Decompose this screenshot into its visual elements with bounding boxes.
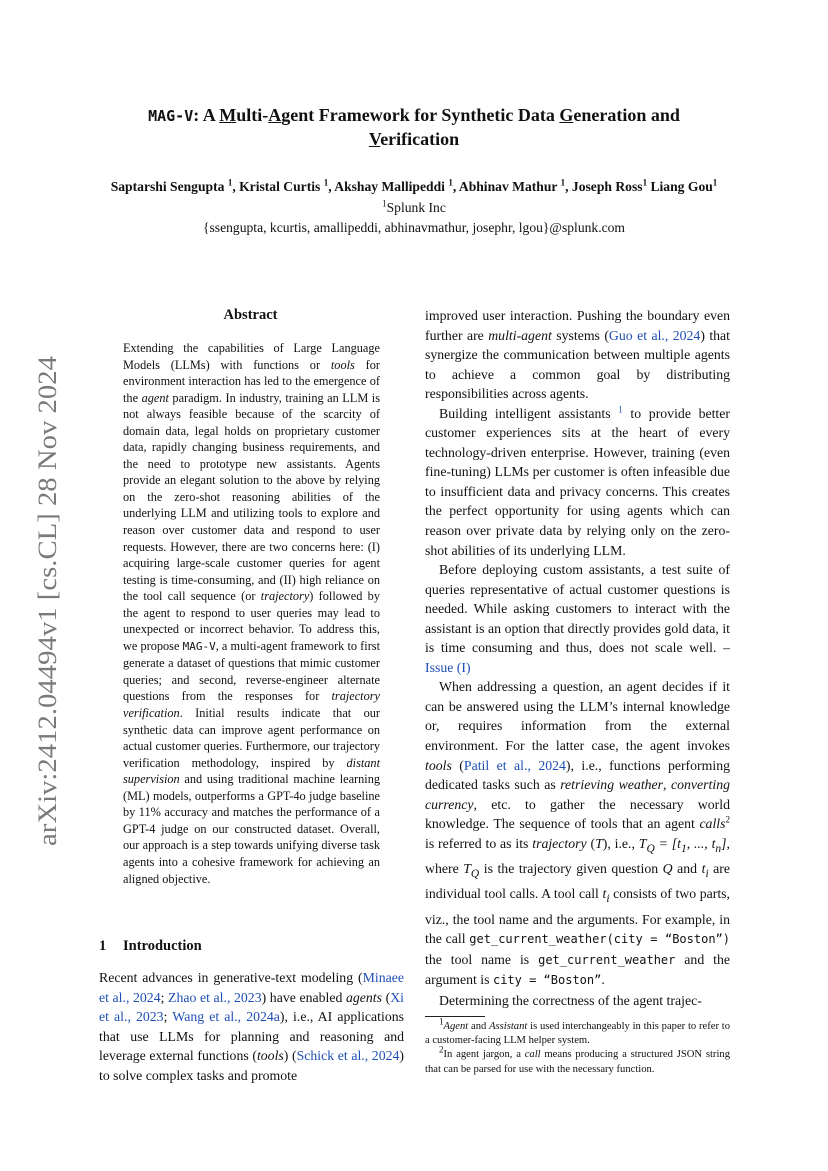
affiliation: $^1$Splunk Inc [382, 198, 446, 215]
citation-link[interactable]: Xi et al., 2023 [99, 989, 404, 1025]
paragraph: Determining the correctness of the agent trajec- [439, 992, 702, 1008]
math-trajectory: $T_Q = [t_1$, ..., $t_n$] [638, 835, 727, 855]
paper-title: MAG-V: A Multi-Agent Framework for Synthetic Data Generation and Verification [148, 105, 680, 149]
code-snippet: city = “Boston” [492, 973, 602, 988]
abstract-body: Extending the capabilities of Large Language Models (LLMs) with functions or tools for environment interaction has led to the emergence of the agent paradigm. In industry, training an LLM is not always feasible because of the scarcity of domain data, legal holds on proprietary customer data, rapidly changing business requirements, and the need to prototype new assistants. Agents provide an elegant solution to the above by relying on the zero-shot reasoning abilities of the underlying LLM and utilizing tools to explore and reason over customer data and respond to user requests. However, there are two concerns here: (I) acquiring large-scale customer queries for agent testing is time-consuming, and (II) high reliance on the tool call sequence (or trajectory) followed by the agent to respond to user queries may lead to unexpected or incorrect behavior. To address this, we propose MAG-V, a multi-agent framework to first generate a dataset of questions that mimic customer queries; and second, reverse-engineer alternate questions from the responses for trajectory verification. Initial results indicate that our synthetic data can improve agent performance on actual customer queries. Furthermore, our trajectory verification methodology, inspired by distant supervision and using traditional machine learning (ML) models, outperforms a GPT-4o judge baseline by 11% accuracy and matches the performance of a GPT-4 judge on our constructed dataset. Overall, our approach is a step towards unifying diverse task agents into a cohesive framework for achieving an aligned objective. [123, 341, 380, 886]
footnote-rule [425, 1016, 485, 1017]
code-snippet: get_current_weather(city = “Boston”) [469, 932, 730, 947]
footnote-link[interactable]: 2 [725, 814, 730, 825]
issue-link[interactable]: Issue (I) [425, 659, 471, 675]
paragraph: Before deploying custom assistants, a test suite of queries representative of actual customer questions is needed. While asking customers to interact with the assistant is an option that directly provides gold data, it is time consuming and thus, does not scale well. – Issue (I) [425, 562, 730, 675]
author: Liang Gou [650, 179, 713, 194]
abstract-heading: Abstract [223, 307, 278, 323]
citation-link[interactable]: Zhao et al., 2023 [168, 989, 262, 1005]
author: Joseph Ross [571, 179, 643, 194]
arxiv-stamp-text: arXiv:2412.04494v1 [cs.CL] 28 Nov 2024 [32, 394, 62, 846]
citation-link[interactable]: Guo et al., 2024 [608, 327, 701, 343]
citation-link[interactable]: Minaee et al., 2024 [99, 970, 404, 1005]
author: Saptarshi Sengupta [110, 179, 225, 194]
footnote: $^1$Agent and Assistant is used interchangeably in this paper to refer to a customer-facing LLM helper system. [425, 1016, 731, 1047]
author-emails: {ssengupta, kcurtis, amallipeddi, abhinavmathur, josephr, lgou}@splunk.com [202, 220, 626, 235]
arxiv-stamp [16, 356, 72, 846]
citation-link[interactable]: Schick et al., 2024 [296, 1048, 400, 1064]
paragraph: improved user interaction. Pushing the boundary even further are multi-agent systems (Guo et al., 2024) that synergize the communication between multiple agents to achieve a common goal by distributing responsibilities across agents. [425, 308, 731, 402]
footnote: $^2$In agent jargon, a call means producing a structured JSON string that can be parsed for use with the necessary function. [425, 1044, 730, 1075]
author: Kristal Curtis [239, 179, 321, 194]
code-snippet: get_current_weather [538, 952, 676, 967]
footnote-link[interactable]: 1 [618, 404, 623, 415]
introduction-body: Recent advances in generative-text modeling (Minaee et al., 2024; Zhao et al., 2023) have enabled agents (Xi et al., 2023; Wang et al., 2024a), i.e., AI applications that use LLMs for planning and reasoning and leverage external functions (tools) (Schick et al., 2024) to solve complex tasks and promote [99, 970, 404, 1083]
citation-link[interactable]: Patil et al., 2024 [463, 757, 566, 773]
footnotes [425, 1016, 731, 1077]
title-system-name: MAG-V [148, 107, 194, 125]
right-column-body [425, 306, 730, 1010]
citation-link[interactable]: Wang et al., 2024a [172, 1009, 280, 1025]
author-list: Saptarshi Sengupta $^1$, Kristal Curtis $^1$, Akshay Mallipeddi $^1$, Abhinav Mathur $^1$, Joseph Ross$^1$ Liang Gou$^1$ [110, 177, 718, 194]
paragraph: Building intelligent assistants $^1$ to provide better customer experiences sits at the heart of every technology-driven enterprise. However, training (even fine-tuning) LLMs per customer is often infeasible due to insufficient data and privacy concerns. This creates the perfect opportunity for using agents which can reason over private data by relying only on the zero-shot abilities of its underlying LLM. [425, 404, 730, 558]
author: Abhinav Mathur [458, 179, 558, 194]
author: Akshay Mallipeddi [334, 179, 445, 194]
section-heading-introduction: 1 Introduction [99, 938, 202, 954]
paragraph: When addressing a question, an agent decides if it can be answered using the LLM’s internal knowledge or, requires information from the external environment. For the latter case, the agent invokes tools (Patil et al., 2024), i.e., functions performing dedicated tasks such as retrieving weather, converting currency, etc. to gather the necessary world knowledge. The sequence of tools that an agent calls$^2$ is referred to as its trajectory (T), i.e., $T_Q = [t_1$, ..., $t_n$], where $T_Q$ is the trajectory given question Q and $t_i$ are individual tool calls. A tool call $t_i$ consists of two parts, viz., the tool name and the arguments. For example, in the call get_current_weather(city = “Boston”) the tool name is get_current_weather and the argument is city = “Boston”. [425, 679, 731, 988]
